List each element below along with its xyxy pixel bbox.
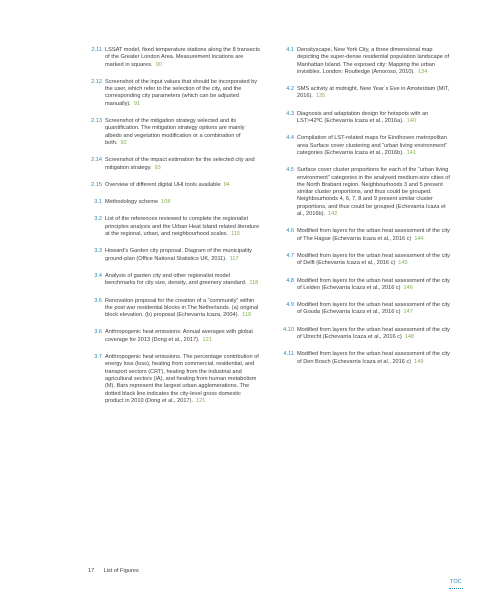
figure-number: 3.6	[94, 329, 102, 336]
figure-caption: Diagnosis and adaptation design for hotspots with an LST>42ºC (Echevarria Icaza et al., 2016a).	[297, 110, 429, 125]
figure-caption-block	[297, 253, 450, 268]
figure-caption: Modified from layers for the urban heat assessment of the city of Utrecht (Echevarria Icaza et al., 2016 c)	[297, 326, 450, 341]
figure-caption-block	[105, 329, 260, 344]
figure-page-link[interactable]: 135	[315, 93, 326, 100]
figure-number: 4.6	[286, 228, 294, 235]
figure-caption: Methodology scheme	[105, 199, 159, 206]
figure-caption-block	[297, 167, 450, 218]
figure-page-link[interactable]: 94	[223, 181, 230, 188]
figure-page-link[interactable]: 141	[406, 149, 416, 156]
figure-page-link[interactable]: 134	[417, 68, 428, 75]
figure-page-link[interactable]: 117	[229, 255, 239, 262]
figure-entry[interactable]	[88, 298, 260, 320]
figure-caption-block	[105, 248, 260, 263]
figure-caption-block	[297, 327, 450, 342]
figure-number: 4.7	[286, 252, 294, 259]
figure-page-link[interactable]: 115	[231, 231, 241, 238]
figure-number: 4.4	[286, 135, 294, 142]
figure-number: 4.1	[286, 47, 294, 53]
figure-number: 3.3	[94, 248, 102, 255]
figure-number: 3.2	[94, 216, 102, 223]
figure-number: 4.8	[286, 277, 294, 284]
figure-caption: LSSAT model, fixed temperature stations along the 8 transects of the Greater London Area. Measurement locations are marked in squares.	[105, 47, 260, 68]
figure-entry[interactable]	[280, 228, 450, 243]
figure-page-link[interactable]: 140	[406, 118, 417, 125]
figure-page-link[interactable]: 90	[155, 61, 162, 68]
figure-caption: Anthropogenic heat emissions: Annual averages with global coverage for 2013 (Dong et al., 2017).	[105, 329, 253, 343]
figure-caption: Analysis of garden city and other regionalist model benchmarks for city size, density, and greenery standard.	[105, 272, 247, 287]
figure-entry[interactable]	[88, 248, 260, 263]
figure-caption-block	[105, 118, 260, 147]
figure-caption: Modified from layers for the urban heat assessment of the city of Delft (Echevarria Icaza et al., 2016 c)	[297, 252, 450, 267]
figure-number: 4.5	[286, 167, 294, 174]
figure-entry[interactable]	[280, 327, 450, 342]
figure-caption: Surface cover cluster proportions for each of the “urban living environment” categories in the analysed medium-size cities of the North Brabant region. Neighbourhoods 3 and 5 present similar cluster proportions, and thus could be grouped. Neighbourhoods 4, 6, 7, 8 and 9 present similar cluster proportions, and thus could be grouped (Echevarria Icaza et al., 2016b).	[297, 167, 450, 218]
figure-caption: Modified from layers for the urban heat assessment of the city of Leiden (Echevarria Icaza et al., 2016 c)	[297, 277, 450, 291]
toc-underline	[449, 587, 463, 589]
figure-page-link[interactable]: 108	[161, 199, 171, 206]
figure-caption-block	[105, 157, 260, 172]
figure-number: 2.13	[91, 118, 102, 125]
figure-entry[interactable]	[88, 354, 260, 405]
figure-caption-block	[105, 354, 260, 405]
figure-page-link[interactable]: 93	[154, 164, 161, 171]
figure-page-link[interactable]: 146	[403, 284, 413, 291]
figure-entry[interactable]	[280, 253, 450, 268]
page-footer	[88, 568, 139, 574]
figure-caption-block	[105, 298, 260, 320]
figure-caption-block	[105, 79, 260, 108]
figure-number: 3.4	[94, 272, 102, 279]
figure-caption: Screenshot of the input values that should be incorporated by the user, which refer to the selection of the city, and the corresponding city parameters (which can be adjusted manually).	[105, 78, 258, 107]
figure-caption: Renovation proposal for the creation of a “community” within the post war residential blocks in The Netherlands. (a) original block elevation. (b) proposal (Echevarria Icaza, 2004).	[105, 297, 259, 319]
figure-page-link[interactable]: 148	[404, 334, 415, 341]
figure-caption: Overview of different digital UHI tools available	[105, 181, 221, 188]
figure-number: 4.3	[286, 110, 294, 117]
left-column	[88, 47, 260, 415]
figure-number: 4.9	[286, 302, 294, 309]
figure-entry[interactable]	[88, 47, 260, 69]
figure-page-link[interactable]: 147	[403, 309, 413, 316]
figure-number: 4.10	[283, 326, 294, 333]
figure-page-link[interactable]: 92	[120, 139, 127, 146]
figure-entry[interactable]	[280, 135, 450, 157]
figure-caption: SMS activity at midnight, New Year´s Eve in Amsterdam (MIT, 2016).	[297, 86, 450, 100]
figure-caption: List of the references reviewed to complete the regionalist principles analysis and the Urban Heat Island related literature at the regional, urban, and neighbourhood scales.	[105, 216, 260, 238]
figure-page-link[interactable]: 145	[398, 260, 408, 267]
figure-entry[interactable]	[280, 278, 450, 293]
figure-caption: Anthropogenic heat emissions. The percentage contribution of energy loss (loss), heating from commercial, residential, and transport sectors (CRT), heating from the industrial and agricultural sectors (IA), and heating from human metabolism (M). Bars represent the largest urban agglomerations. The dotted black line indicates the city-level gross domestic product in 2010 (Dong et al., 2017).	[105, 354, 259, 404]
toc-link[interactable]: TOC	[450, 579, 462, 585]
figure-entry[interactable]	[280, 351, 450, 366]
figure-caption-block	[297, 135, 450, 157]
figure-caption: Compilation of LST-related maps for Eindhoven metropolitan area Surface cover clustering and “urban living environment” categories (Echevarria Icaza et al., 2016b).	[297, 135, 447, 156]
figure-caption: Modified from layers for the urban heat assessment of the city of Den Bosch (Echevarria Icaza et al., 2016 c)	[297, 351, 450, 365]
figure-page-link[interactable]: 149	[414, 358, 424, 365]
figure-number: 2.12	[91, 78, 102, 85]
figure-number: 2.14	[91, 157, 102, 164]
figure-caption-block	[297, 228, 450, 243]
figure-entry[interactable]	[88, 182, 260, 189]
figure-page-link[interactable]: 119	[242, 312, 251, 319]
figure-entry[interactable]	[88, 216, 260, 238]
figure-caption-block	[105, 216, 260, 238]
figure-entry[interactable]	[88, 329, 260, 344]
figure-number: 4.2	[286, 86, 294, 93]
figure-caption: Screenshot of the mitigation strategy selected and its quantification. The mitigation strategy options are mainly albedo and vegetation modification or a combination of both.	[105, 118, 245, 146]
figure-caption: Modified from layers for the urban heat assessment of the city of Gouda (Echevarria Icaza et al., 2016 c)	[297, 302, 450, 316]
figure-caption-block	[297, 351, 450, 366]
figure-page-link[interactable]: 142	[328, 211, 338, 218]
figure-caption-block	[297, 278, 450, 293]
figure-caption: Screenshot of the impact estimation for the selected city and mitigation strategy.	[105, 157, 255, 171]
figure-entry[interactable]	[88, 118, 260, 147]
figure-caption-block	[105, 47, 260, 69]
figure-caption-block	[105, 199, 260, 206]
figure-page-link[interactable]: 121	[202, 336, 212, 343]
figure-number: 3.1	[94, 199, 102, 206]
figure-number: 2.11	[91, 47, 102, 53]
figure-caption: Modified from layers for the urban heat assessment of the city of The Hague (Echevarria Icaza et al., 2016 c)	[297, 228, 450, 242]
figure-entry[interactable]	[280, 111, 450, 126]
figure-caption-block	[297, 111, 450, 126]
figure-caption-block	[297, 86, 450, 101]
figure-number: 4.11	[283, 351, 294, 358]
figure-caption-block	[297, 47, 450, 76]
figure-caption-block	[105, 182, 260, 189]
figure-page-link[interactable]: 118	[249, 280, 259, 287]
figure-caption: Howard’s Garden city proposal. Diagram of the municipality ground-plan (Office National Statistics UK, 2011).	[105, 248, 252, 262]
figure-entry[interactable]	[280, 167, 450, 218]
figure-entry[interactable]	[88, 273, 260, 288]
figure-entry[interactable]	[280, 86, 450, 101]
section-title: List of Figures	[103, 568, 139, 574]
figure-caption-block	[105, 273, 260, 288]
figure-entry[interactable]	[88, 157, 260, 172]
figure-entry[interactable]	[88, 79, 260, 108]
page-number: 17	[88, 568, 95, 574]
figure-caption: Densityscape, New York City, a three dimensional map depicting the super-dense residential population landscape of Manhattan Island. The exposed city: Mapping the urban invisibles. London: Routledge (Amoroso, 2010).	[297, 47, 450, 75]
figure-entry[interactable]	[280, 47, 450, 76]
figure-number: 3.7	[94, 354, 102, 361]
figure-entry[interactable]	[280, 302, 450, 317]
figure-caption-block	[297, 302, 450, 317]
figure-page-link[interactable]: 121	[196, 397, 206, 404]
figure-number: 2.15	[91, 181, 102, 188]
figure-page-link[interactable]: 144	[414, 235, 424, 242]
figure-number: 3.5	[94, 297, 102, 304]
figure-entry[interactable]	[88, 199, 260, 206]
figure-page-link[interactable]: 91	[133, 100, 141, 107]
right-column	[280, 47, 450, 376]
